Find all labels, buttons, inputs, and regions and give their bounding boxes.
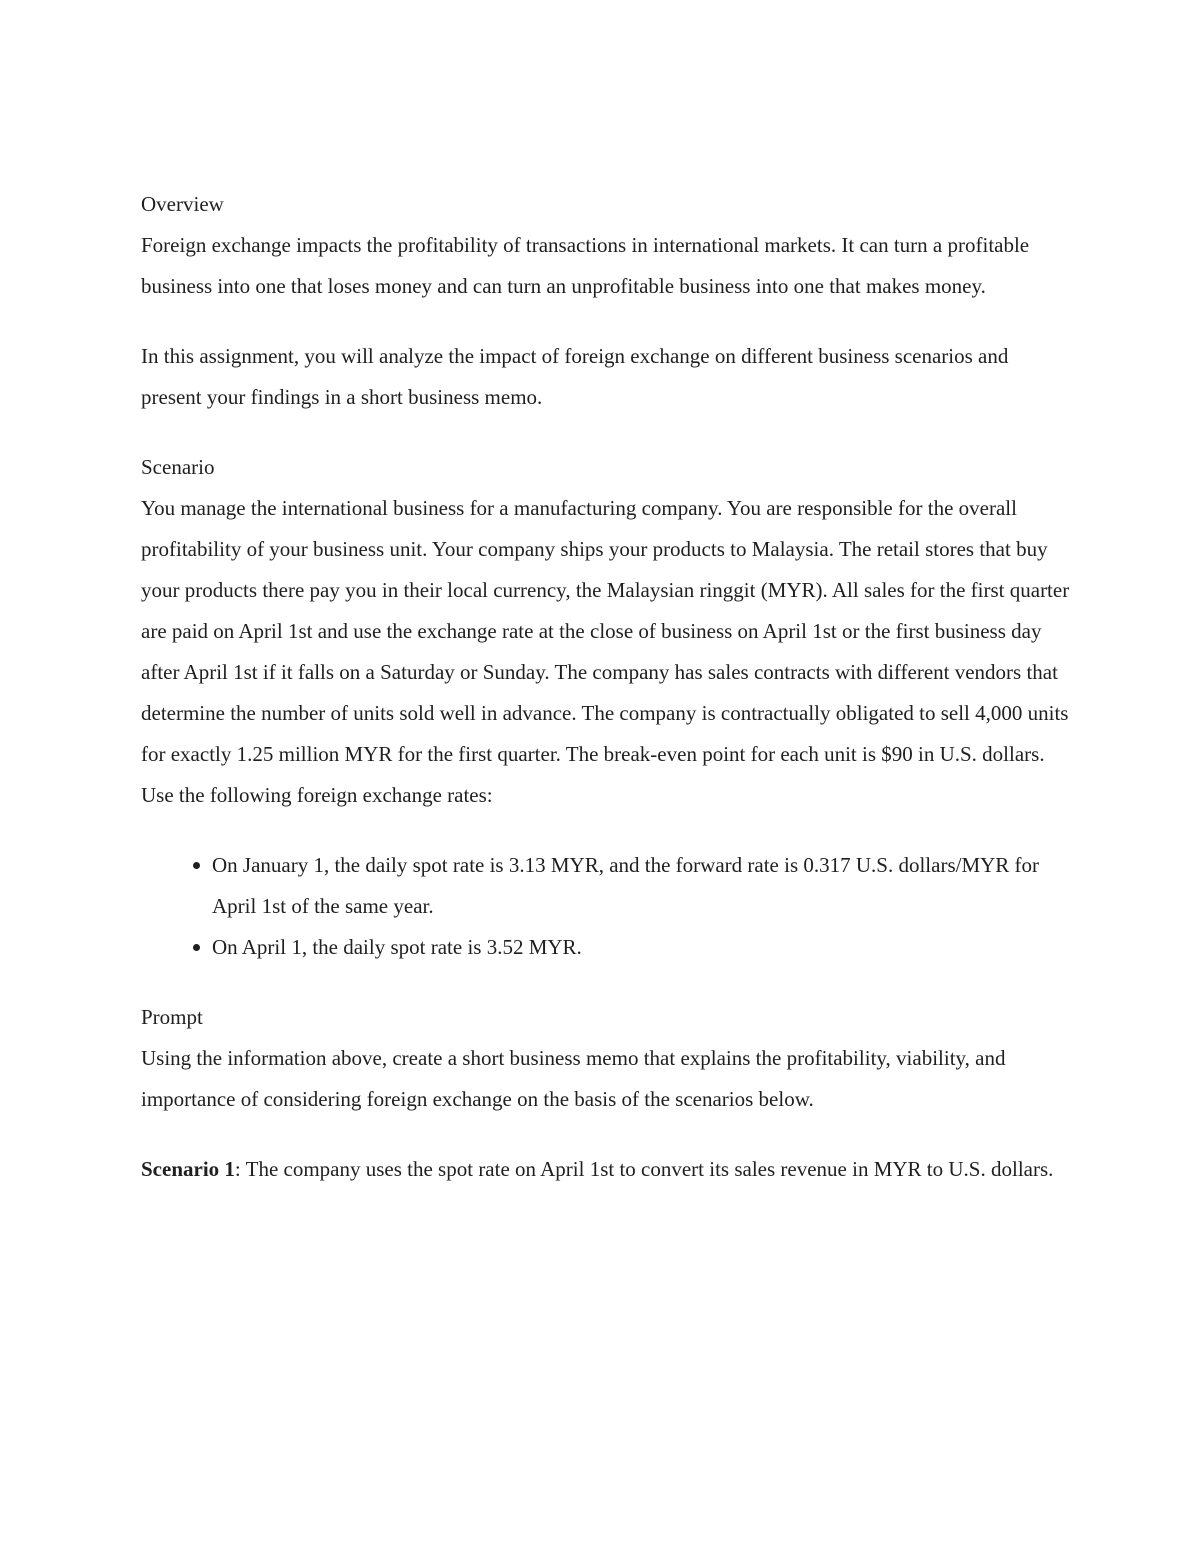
spacer: [141, 307, 1071, 336]
scenario-1-label: Scenario 1: [141, 1157, 235, 1181]
spacer: [141, 816, 1071, 845]
bullet-icon: [193, 862, 200, 869]
exchange-rate-list: [141, 845, 1071, 968]
scenario-heading: Scenario: [141, 455, 215, 479]
prompt-heading: Prompt: [141, 1005, 203, 1029]
spacer: [141, 968, 1071, 997]
scenario-paragraph: You manage the international business for a manufacturing company. You are responsible for the overall profitability of your business unit. Your company ships your products to Malaysia. The retail stores that buy your products there pay you in their local currency, the Malaysian ringgit (MYR). All sales for the first quarter are paid on April 1st and use the exchange rate at the close of business on April 1st or the first business day after April 1st if it falls on a Saturday or Sunday. The company has sales contracts with different vendors that determine the number of units sold well in advance. The company is contractually obligated to sell 4,000 units for exactly 1.25 million MYR for the first quarter. The break-even point for each unit is $90 in U.S. dollars. Use the following foreign exchange rates:: [141, 496, 1070, 807]
list-item: [141, 845, 1071, 927]
overview-heading: Overview: [141, 192, 224, 216]
document-body: [141, 184, 1071, 1190]
spacer: [141, 1120, 1071, 1149]
overview-paragraph-2: In this assignment, you will analyze the impact of foreign exchange on different business scenarios and present your findings in a short business memo.: [141, 344, 1009, 409]
list-item-text: On January 1, the daily spot rate is 3.13 MYR, and the forward rate is 0.317 U.S. dollars/MYR for April 1st of the same year.: [212, 853, 1040, 918]
scenario-1-text: : The company uses the spot rate on April 1st to convert its sales revenue in MYR to U.S. dollars.: [234, 1157, 1054, 1181]
list-item-text: On April 1, the daily spot rate is 3.52 MYR.: [212, 935, 582, 959]
prompt-paragraph: Using the information above, create a short business memo that explains the profitability, viability, and importance of considering foreign exchange on the basis of the scenarios below.: [141, 1046, 1006, 1111]
bullet-icon: [193, 944, 200, 951]
scenario-1-paragraph: [141, 1149, 1071, 1190]
overview-paragraph-1: Foreign exchange impacts the profitability of transactions in international markets. It can turn a profitable business into one that loses money and can turn an unprofitable business into one that makes money.: [141, 233, 1030, 298]
list-item: [141, 927, 1071, 968]
spacer: [141, 418, 1071, 447]
